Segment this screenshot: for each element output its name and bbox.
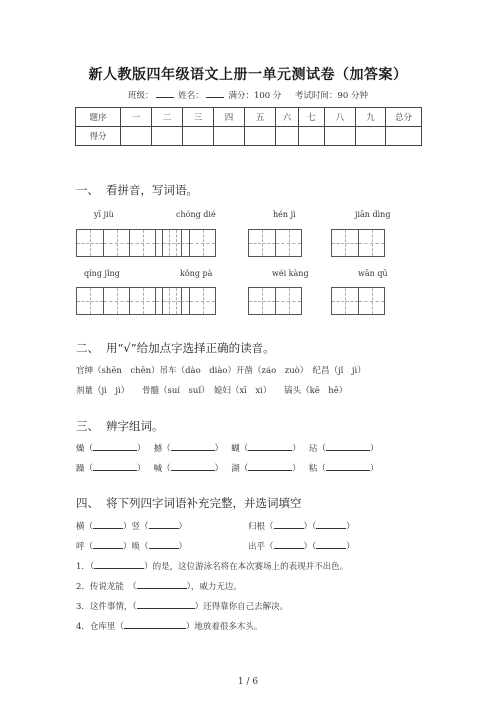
exam-info <box>0 89 496 101</box>
section1-number: 一、 <box>76 183 99 197</box>
answer-blank[interactable] <box>248 462 292 471</box>
page-number: 1 / 6 <box>237 677 259 687</box>
writing-grid[interactable] <box>248 229 302 257</box>
section2-title: 用“√”给加点字选择正确的读音。 <box>106 341 275 355</box>
pinyin-8: wān qū <box>358 269 388 278</box>
answer-blank[interactable] <box>124 620 186 629</box>
idiom-line-2 <box>76 540 187 552</box>
bracket: ） <box>137 464 146 474</box>
writing-grid[interactable] <box>162 287 216 315</box>
idiom-line-1b <box>248 520 355 532</box>
page-title: 新人教版四年级语文上册一单元测试卷（加答案） <box>88 67 408 83</box>
idiom-line-1 <box>76 520 187 532</box>
pronunciation-line-1: 官绅（shēn chēn）吊车（dào diào）开凿（záo zuò） 纪昌（jǐ jì） <box>76 366 366 376</box>
score-header-row <box>76 108 422 127</box>
char-label: 玷（ <box>308 444 326 454</box>
score-table <box>75 107 422 146</box>
char-label: 粘（ <box>308 464 326 474</box>
score-cell[interactable] <box>356 127 386 146</box>
question-text: 3．这件事情，（ <box>76 602 137 612</box>
section1-title: 看拼音，写词语。 <box>106 183 198 197</box>
pronunciation-line-2: 剂量（jì jì） 骨髓（suí suǐ） 媳妇（xī xì） 镐头（kē hē） <box>76 386 348 396</box>
char-label: 躁（ <box>76 464 94 474</box>
section2-number: 二、 <box>76 341 99 355</box>
idiom-text: ）（ <box>303 522 317 532</box>
score-header-cell: 八 <box>325 108 356 127</box>
idiom-text: ）（ <box>303 542 317 552</box>
idiom-text: ） <box>178 542 188 552</box>
writing-grid[interactable] <box>331 229 385 257</box>
word-group-row-2 <box>76 462 378 474</box>
score-cell[interactable] <box>183 127 214 146</box>
class-blank[interactable] <box>156 89 174 98</box>
question-text: ），威力无边。 <box>186 582 242 592</box>
idiom-text: ）竖（ <box>123 522 149 532</box>
answer-blank[interactable] <box>93 540 123 549</box>
question-4 <box>76 620 262 632</box>
idiom-text: ）唤（ <box>123 542 149 552</box>
pinyin-4: jiān dìng <box>355 210 391 219</box>
answer-blank[interactable] <box>326 442 370 451</box>
bracket: ） <box>292 444 301 454</box>
answer-blank[interactable] <box>316 520 346 529</box>
score-header-cell: 一 <box>121 108 152 127</box>
score-header-cell: 五 <box>245 108 276 127</box>
score-cell[interactable] <box>152 127 183 146</box>
section4-number: 四、 <box>76 496 99 510</box>
question-text: 1．（ <box>76 562 95 572</box>
pinyin-2: chóng dié <box>176 210 216 219</box>
section3-number: 三、 <box>76 419 99 433</box>
section1-heading <box>76 182 198 198</box>
bracket: ） <box>214 444 224 454</box>
answer-blank[interactable] <box>274 520 304 529</box>
char-label: 喊（ <box>153 464 171 474</box>
score-header-cell: 题序 <box>76 108 121 127</box>
idiom-text: 横（ <box>76 522 94 532</box>
answer-blank[interactable] <box>171 442 215 451</box>
answer-blank[interactable] <box>274 540 304 549</box>
section2-heading <box>76 340 275 356</box>
score-row-label: 得分 <box>76 127 121 146</box>
score-header-cell: 六 <box>276 108 299 127</box>
score-cell[interactable] <box>299 127 325 146</box>
bracket: ） <box>292 464 301 474</box>
bracket: ） <box>137 444 146 454</box>
bracket: ） <box>369 444 379 454</box>
answer-blank[interactable] <box>171 462 215 471</box>
section3-title: 辨字组词。 <box>106 419 164 433</box>
idiom-text: ） <box>178 522 188 532</box>
score-cell[interactable] <box>121 127 152 146</box>
word-group-row-1 <box>76 442 378 454</box>
pinyin-1: yī jiù <box>94 210 114 219</box>
question-1 <box>76 560 348 572</box>
answer-blank[interactable] <box>93 442 137 451</box>
score-header-cell: 二 <box>152 108 183 127</box>
question-3 <box>76 600 288 612</box>
name-blank[interactable] <box>206 89 224 98</box>
pinyin-5: qíng jǐng <box>84 269 120 278</box>
answer-blank[interactable] <box>326 462 370 471</box>
char-label: 撼（ <box>153 444 171 454</box>
pinyin-7: wéi kàng <box>272 269 309 278</box>
name-label: 姓名： <box>178 91 204 101</box>
idiom-text: ） <box>346 522 355 532</box>
score-header-cell: 四 <box>214 108 245 127</box>
answer-blank[interactable] <box>94 560 144 569</box>
char-label: 湖（ <box>231 464 249 474</box>
writing-grid[interactable] <box>162 229 216 257</box>
section3-heading <box>76 418 164 434</box>
idiom-text: ） <box>346 542 355 552</box>
answer-blank[interactable] <box>248 442 292 451</box>
answer-blank[interactable] <box>149 520 179 529</box>
score-cell[interactable] <box>325 127 356 146</box>
question-text: 2．传说龙能 （ <box>76 582 137 592</box>
answer-blank[interactable] <box>93 520 123 529</box>
score-header-cell: 三 <box>183 108 214 127</box>
question-text: ）还得靠你自己去解决。 <box>194 602 289 612</box>
pinyin-6: kǒng pà <box>180 269 213 278</box>
class-label: 班级： <box>128 91 154 101</box>
answer-blank[interactable] <box>137 580 187 589</box>
idiom-text: 归根（ <box>248 522 274 532</box>
answer-blank[interactable] <box>149 540 179 549</box>
writing-grid[interactable] <box>248 287 302 315</box>
bracket: ） <box>214 464 224 474</box>
writing-grid[interactable] <box>331 287 385 315</box>
score-cell[interactable] <box>386 127 422 146</box>
question-text: 4．仓库里（ <box>76 622 124 632</box>
idiom-line-2b <box>248 540 355 552</box>
score-value-row <box>76 127 422 146</box>
score-cell[interactable] <box>214 127 245 146</box>
score-header-cell: 九 <box>356 108 386 127</box>
question-2 <box>76 580 242 592</box>
section4-heading <box>76 495 302 511</box>
full-score: 满分：100 分 <box>228 91 282 101</box>
exam-time: 考试时间：90 分钟 <box>294 91 368 101</box>
pinyin-3: hén jì <box>273 210 296 219</box>
idiom-text: 呼（ <box>76 542 94 552</box>
answer-blank[interactable] <box>93 462 137 471</box>
question-text: ）的是，这位游泳名将在本次赛场上的表现并不出色。 <box>144 562 349 572</box>
score-header-cell: 总分 <box>386 108 422 127</box>
char-label: 燥（ <box>76 444 94 454</box>
score-header-cell: 七 <box>299 108 325 127</box>
score-cell[interactable] <box>245 127 276 146</box>
answer-blank[interactable] <box>137 600 195 609</box>
section4-title: 将下列四字词语补充完整，并选词填空 <box>106 496 302 510</box>
bracket: ） <box>369 464 379 474</box>
answer-blank[interactable] <box>316 540 346 549</box>
idiom-text: 出乎（ <box>248 542 274 552</box>
question-text: ）地放着很多木头。 <box>185 622 263 632</box>
char-label: 蝴（ <box>231 444 249 454</box>
score-cell[interactable] <box>276 127 299 146</box>
